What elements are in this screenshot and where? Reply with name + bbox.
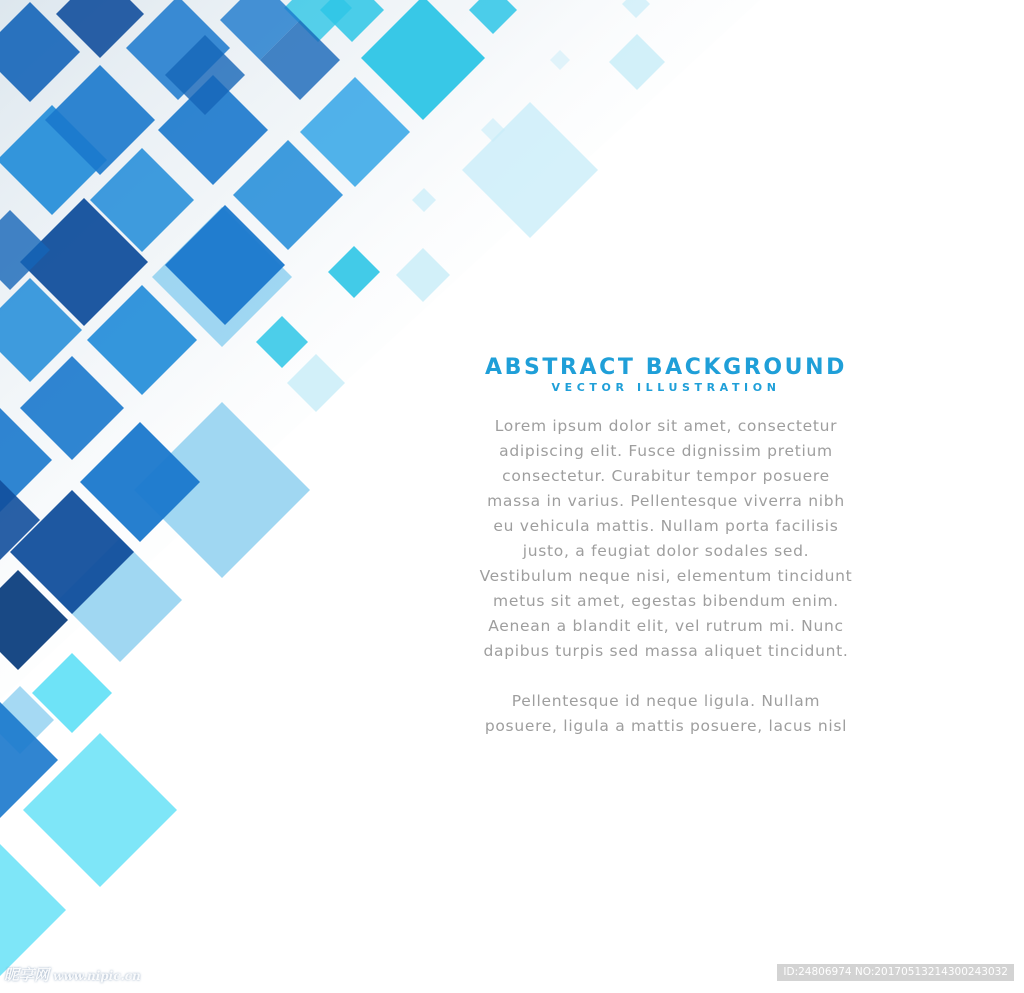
body-paragraph-2 bbox=[446, 689, 886, 739]
body-line: eu vehicula mattis. Nullam porta facilisis bbox=[493, 517, 839, 535]
body-line: Vestibulum neque nisi, elementum tincidunt bbox=[479, 567, 853, 585]
headline-subtitle: VECTOR ILLUSTRATION bbox=[551, 381, 781, 394]
body-line: massa in varius. Pellentesque viverra nibh bbox=[487, 492, 845, 510]
decorative-square bbox=[462, 102, 598, 238]
body-paragraph-1 bbox=[446, 414, 886, 664]
watermark-id-bar: ID:24806974 NO:20170513214300243032 bbox=[777, 964, 1014, 981]
body-line: metus sit amet, egestas bibendum enim. bbox=[493, 592, 839, 610]
body-line: consectetur. Curabitur tempor posuere bbox=[502, 467, 830, 485]
decorative-square bbox=[469, 0, 517, 34]
body-line: Pellentesque id neque ligula. Nullam bbox=[511, 692, 821, 710]
text-block bbox=[446, 352, 886, 739]
decorative-square bbox=[412, 188, 436, 212]
body-line: Lorem ipsum dolor sit amet, consectetur bbox=[494, 417, 838, 435]
decorative-square bbox=[622, 0, 650, 18]
decorative-square bbox=[287, 354, 345, 412]
body-line: dapibus turpis sed massa aliquet tincidunt. bbox=[483, 642, 849, 660]
watermark-url: www.nipic.cn bbox=[53, 969, 141, 983]
body-line: Aenean a blandit elit, vel rutrum mi. Nunc bbox=[488, 617, 844, 635]
headline-title: ABSTRACT BACKGROUND bbox=[484, 355, 848, 380]
body-line: justo, a feugiat dolor sodales sed. bbox=[522, 542, 810, 560]
decorative-square bbox=[256, 316, 308, 368]
decorative-square bbox=[609, 34, 665, 90]
body-line: adipiscing elit. Fusce dignissim pretium bbox=[499, 442, 833, 460]
body-line: posuere, ligula a mattis posuere, lacus nisl bbox=[484, 717, 848, 735]
decorative-square bbox=[328, 246, 380, 298]
decorative-square bbox=[550, 50, 570, 70]
decorative-square bbox=[396, 248, 450, 302]
watermark-logo-text: 昵享网 bbox=[4, 966, 50, 984]
watermark-logo bbox=[4, 962, 141, 988]
decorative-square bbox=[0, 844, 66, 976]
